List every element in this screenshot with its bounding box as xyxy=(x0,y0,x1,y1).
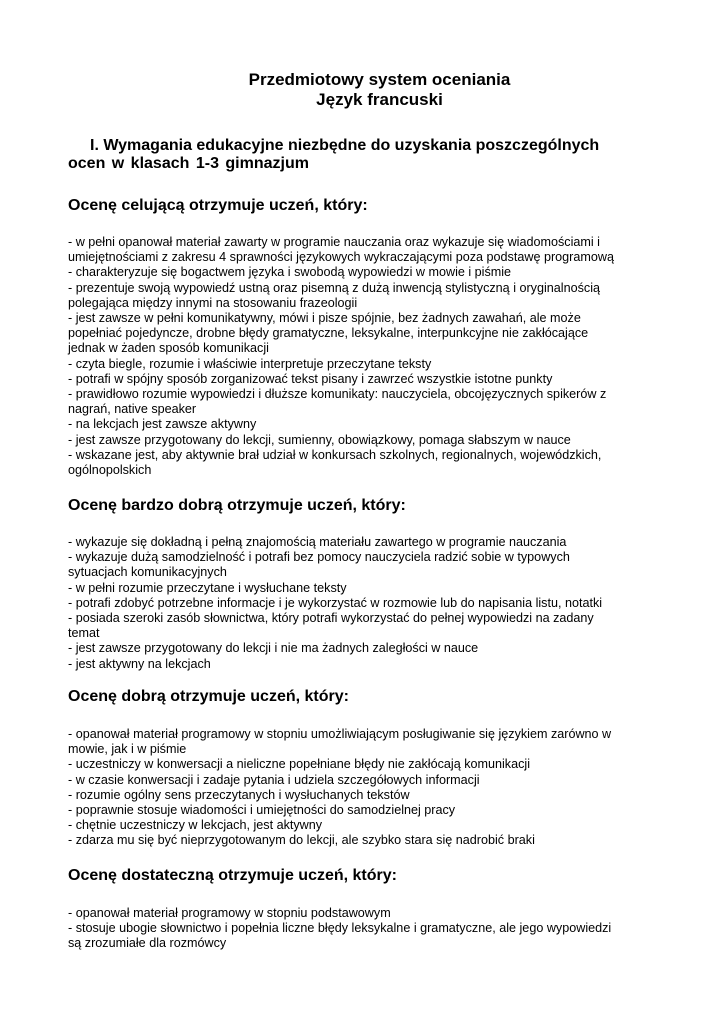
section-heading-line-2: ocen w klasach 1-3 gimnazjum xyxy=(68,155,309,172)
list-item: - wskazane jest, aby aktywnie brał udział w konkursach szkolnych, regionalnych, wojewódzkich, ogólnopolskich xyxy=(68,447,602,478)
grade-list-dostateczna xyxy=(68,906,663,952)
list-item: - opanował materiał programowy w stopniu umożliwiającym posługiwanie się językiem zarówno w mowie, jak i w piśmie xyxy=(68,727,612,757)
list-item: - zdarza mu się być nieprzygotowanym do lekcji, ale szybko stara się nadrobić braki xyxy=(68,833,535,848)
list-item: - w czasie konwersacji i zadaje pytania i udziela szczegółowych informacji xyxy=(68,772,480,787)
grade-list-bardzo-dobra xyxy=(68,535,663,672)
list-item: - czyta biegle, rozumie i właściwie interpretuje przeczytane teksty xyxy=(68,356,432,371)
grade-heading-bardzo-dobra: Ocenę bardzo dobrą otrzymuje uczeń, który: xyxy=(68,497,406,514)
document-title xyxy=(0,70,725,110)
list-item: - wykazuje dużą samodzielność i potrafi bez pomocy nauczyciela radzić sobie w typowych sytuacjach komunikacyjnych xyxy=(68,550,570,580)
list-item: - jest aktywny na lekcjach xyxy=(68,656,211,671)
list-item: - posiada szeroki zasób słownictwa, który potrafi wykorzystać do pełnej wypowiedzi na zadany temat xyxy=(68,611,594,641)
grade-list-dobra xyxy=(68,727,663,849)
list-item: - prawidłowo rozumie wypowiedzi i dłuższe komunikaty: nauczyciela, obcojęzycznych spikerów z nagrań, native speaker xyxy=(68,387,607,417)
list-item: - uczestniczy w konwersacji a nieliczne popełniane błędy nie zakłócają komunikacji xyxy=(68,757,531,772)
list-item: - prezentuje swoją wypowiedź ustną oraz pisemną z dużą inwencją stylistyczną i oryginalnością polegająca między innymi na stosowaniu frazeologii xyxy=(68,280,600,310)
list-item: - wykazuje się dokładną i pełną znajomością materiału zawartego w programie nauczania xyxy=(68,535,567,549)
list-item: - poprawnie stosuje wiadomości i umiejętności do samodzielnej pracy xyxy=(68,803,456,818)
list-item: - w pełni rozumie przeczytane i wysłuchane teksty xyxy=(68,580,347,595)
grade-heading-dostateczna: Ocenę dostateczną otrzymuje uczeń, który: xyxy=(68,867,397,884)
grade-list-celujaca xyxy=(68,235,663,478)
title-line-2: Język francuski xyxy=(316,90,443,109)
list-item: - na lekcjach jest zawsze aktywny xyxy=(68,417,257,432)
section-heading-line-1: I. Wymagania edukacyjne niezbędne do uzyskania poszczególnych xyxy=(90,137,600,154)
title-line-1: Przedmiotowy system oceniania xyxy=(248,70,511,89)
list-item: - stosuje ubogie słownictwo i popełnia liczne błędy leksykalne i gramatyczne, ale jego wypowiedzi są zrozumiałe dla rozmówcy xyxy=(68,921,612,951)
grade-heading-dobra: Ocenę dobrą otrzymuje uczeń, który: xyxy=(68,688,349,705)
list-item: - charakteryzuje się bogactwem języka i swobodą wypowiedzi w mowie i piśmie xyxy=(68,265,512,280)
section-heading xyxy=(68,137,668,173)
list-item: - jest zawsze przygotowany do lekcji i nie ma żadnych zaległości w nauce xyxy=(68,641,479,656)
list-item: - opanował materiał programowy w stopniu podstawowym xyxy=(68,906,391,920)
list-item: - potrafi w spójny sposób zorganizować tekst pisany i zawrzeć wszystkie istotne punkty xyxy=(68,371,553,386)
list-item: - jest zawsze w pełni komunikatywny, mówi i pisze spójnie, bez żadnych zawahań, ale może popełniać pojedyncze, drobne błędy gramatyczne, leksykalne, interpunkcyjne nie zakłócające jednak w żaden sposób komunikacji xyxy=(68,311,589,356)
list-item: - rozumie ogólny sens przeczytanych i wysłuchanych tekstów xyxy=(68,787,410,802)
list-item: - potrafi zdobyć potrzebne informacje i je wykorzystać w rozmowie lub do napisania listu, notatki xyxy=(68,595,603,610)
list-item: - chętnie uczestniczy w lekcjach, jest aktywny xyxy=(68,818,323,833)
grade-heading-celujaca: Ocenę celującą otrzymuje uczeń, który: xyxy=(68,197,368,214)
list-item: - jest zawsze przygotowany do lekcji, sumienny, obowiązkowy, pomaga słabszym w nauce xyxy=(68,432,571,447)
list-item: - w pełni opanował materiał zawarty w programie nauczania oraz wykazuje się wiadomościami i umiejętnościami z zakresu 4 sprawności językowych wykraczającymi poza podstawę programową xyxy=(68,235,614,265)
